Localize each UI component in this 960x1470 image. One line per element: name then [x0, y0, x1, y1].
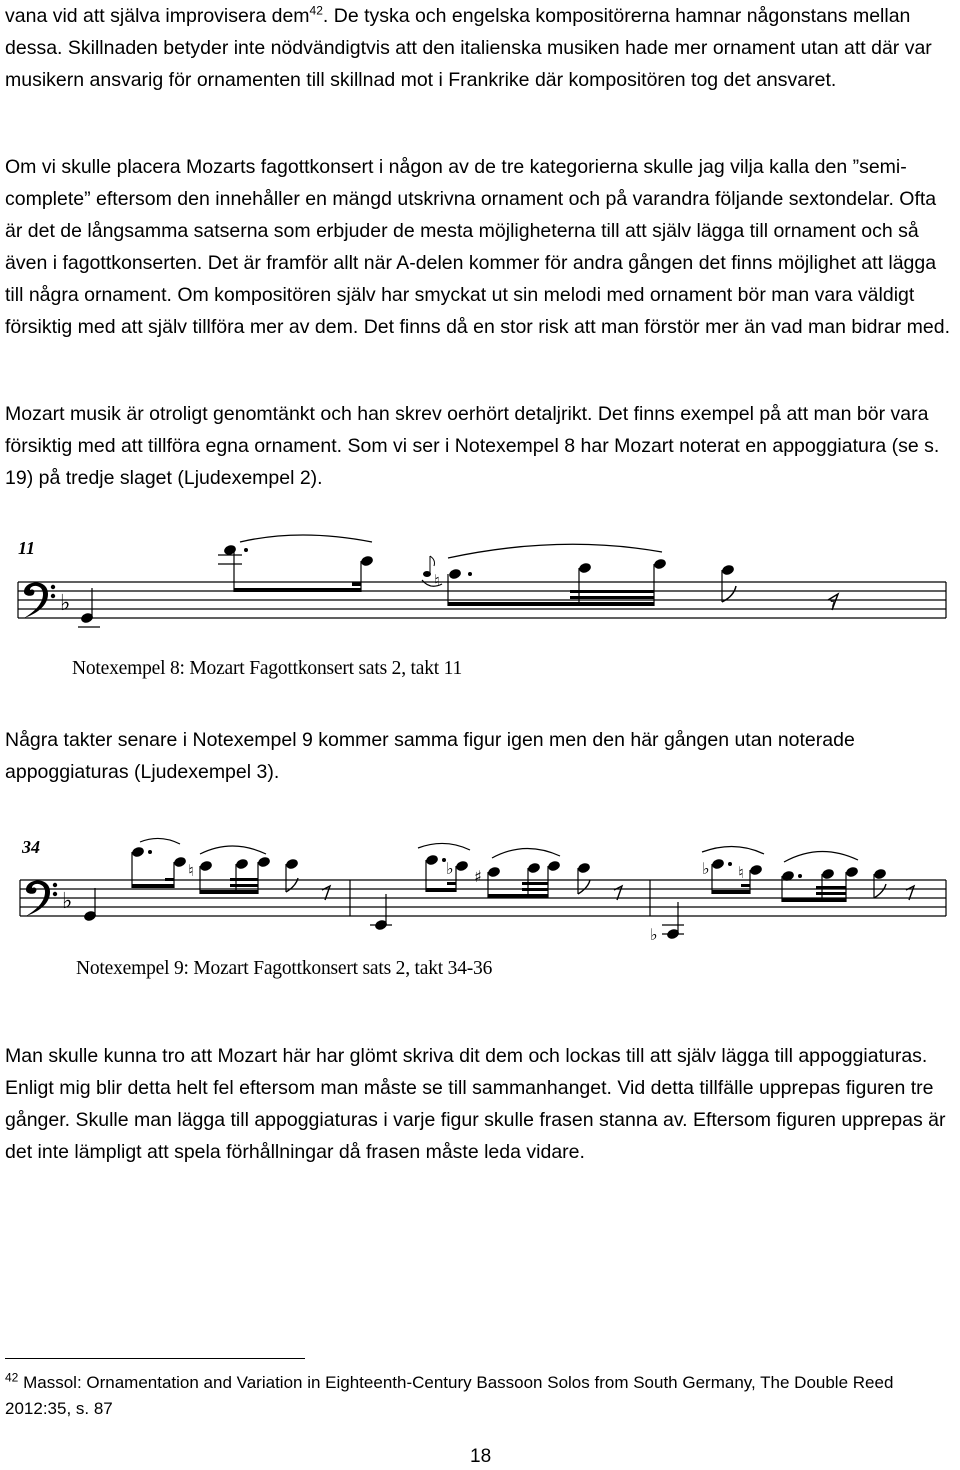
footnote-reference: 42 — [309, 3, 323, 18]
svg-text:♭: ♭ — [446, 859, 454, 878]
svg-text:♮: ♮ — [188, 861, 194, 880]
paragraph-later-bars: Några takter senare i Notexempel 9 kommer samma figur igen men den här gången utan noterade appoggiaturas (Ljudexempel 3). — [5, 729, 855, 783]
music-example-9 — [0, 832, 960, 942]
footnote — [5, 1370, 960, 1422]
staff-notation-ex8 — [0, 530, 960, 640]
intro-paragraph — [5, 0, 955, 96]
intro-text-before: vana vid att själva improvisera dem — [5, 5, 310, 27]
footnote-text: Massol: Ornamentation and Variation in Eighteenth-Century Bassoon Solos from South Germany, The Double Reed 2012:35, s. 87 — [5, 1373, 894, 1418]
svg-text:♭: ♭ — [650, 925, 658, 942]
caption-example-9: Notexempel 9: Mozart Fagottkonsert sats 2, takt 34-36 — [76, 958, 493, 979]
svg-text:♮: ♮ — [738, 863, 744, 882]
svg-text:♭: ♭ — [702, 859, 710, 878]
paragraph-mozart-detail: Mozart musik är otroligt genomtänkt och han skrev oerhört detaljrikt. Det finns exempel på att man bör vara försiktig med att tillföra egna ornament. Som vi ser i Notexempel 8 har Mozart noterat en appoggiatura (se s. 19) på tredje slaget (Ljudexempel 2). — [5, 403, 940, 489]
footnote-separator — [5, 1358, 305, 1359]
intro-text-after: . De tyska och engelska kompositörerna hamnar någonstans mellan dessa. Skillnaden betyder inte nödvändigtvis att den italienska musiken hade mer ornament utan att där var musikern ansvarig för ornamenten till skillnad mot i Frankrike där kompositören tog det ansvaret. — [5, 5, 932, 91]
measure-number: 11 — [18, 538, 36, 558]
music-example-8 — [0, 530, 960, 640]
svg-text:♭: ♭ — [60, 591, 71, 616]
svg-text:𝄾: 𝄾 — [830, 591, 836, 615]
paragraph-semi-complete: Om vi skulle placera Mozarts fagottkonsert i någon av de tre kategorierna skulle jag vilja kalla den ”semi-complete” eftersom den innehåller en mängd utskrivna ornament och på varandra följande sextondelar. Ofta är det de långsamma satserna som erbjuder de mesta möjligheterna till att själv lägga till ornament och så även i fagottkonserten. Det är framför allt när A-delen kommer för andra gången det finns möjlighet att lägga till några ornament. Om kompositören själv har smyckat ut sin melodi med ornament bör man vara väldigt försiktig med att själv tillföra mer av dem. Det finns då en stor risk att man förstör mer än vad man bidrar med. — [5, 156, 951, 338]
caption-example-8: Notexempel 8: Mozart Fagottkonsert sats 2, takt 11 — [72, 658, 463, 679]
footnote-number: 42 — [5, 1370, 19, 1385]
paragraph-conclusion: Man skulle kunna tro att Mozart här har glömt skriva dit dem och lockas till att själv lägga till appoggiaturas. Enligt mig blir detta helt fel eftersom man måste se till sammanhanget. Vid detta tillfälle upprepas figuren tre gånger. Skulle man lägga till appoggiaturas i varje figur skulle frasen stanna av. Eftersom figuren upprepas är det inte lämpligt att spela förhållningar då frasen måste leda vidare. — [5, 1045, 946, 1163]
svg-text:♮: ♮ — [434, 571, 440, 590]
svg-text:♯: ♯ — [474, 867, 482, 886]
measure-number: 34 — [22, 837, 40, 857]
page-number: 18 — [470, 1446, 492, 1467]
svg-text:♭: ♭ — [62, 889, 73, 914]
staff-notation-ex9 — [0, 832, 960, 942]
